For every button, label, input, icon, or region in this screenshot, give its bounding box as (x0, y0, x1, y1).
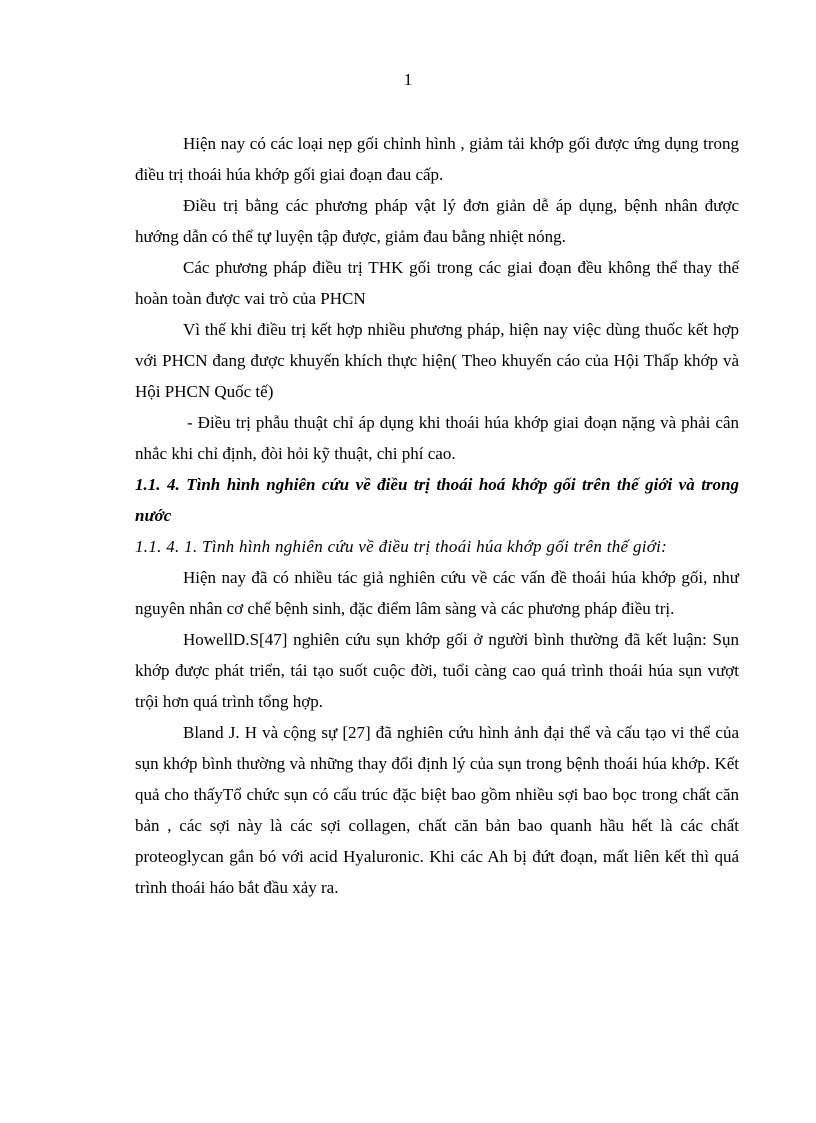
subsection-heading: 1.1. 4. 1. Tình hình nghiên cứu về điều trị thoái húa khớp gối trên thế giới: (135, 537, 668, 556)
paragraph-bland-study: Bland J. H và cộng sự [27] đã nghiên cứu hình ảnh đại thể và cấu tạo vi thể của sụn khớp bình thường và những thay đổi định lý của sụn trong bệnh thoái húa khớp. Kết quả cho thấyTổ chức sụn có cấu trúc đặc biệt bao gồm nhiều sợi bao bọc trong chất căn bản , các sợi này là các sợi collagen, chất căn bản bao quanh hầu hết là các chất proteoglycan gắn bó với acid Hyaluronic. Khi các Ah bị đứt đoạn, mất liên kết thì quá trình thoái háo bắt đầu xảy ra. (135, 723, 739, 897)
paragraph-combined-treatment: Vì thế khi điều trị kết hợp nhiều phương pháp, hiện nay việc dùng thuốc kết hợp với PHCN đang được khuyến khích thực hiện( Theo khuyến cáo của Hội Thấp khớp và Hội PHCN Quốc tế) (135, 320, 739, 401)
page-number: 1 (403, 70, 413, 89)
paragraph-howell-study: HowellD.S[47] nghiên cứu sụn khớp gối ở người bình thường đã kết luận: Sụn khớp được phát triển, tái tạo suốt cuộc đời, tuổi càng cao quá trình thoái húa sụn vượt trội hơn quá trình tổng hợp. (135, 630, 739, 711)
paragraph-research-overview: Hiện nay đã có nhiều tác giả nghiên cứu về các vấn đề thoái húa khớp gối, như nguyên nhân cơ chế bệnh sinh, đặc điểm lâm sàng và các phương pháp điều trị. (135, 568, 739, 618)
paragraph-physical-therapy: Điều trị bằng các phương pháp vật lý đơn giản dễ áp dụng, bệnh nhân được hướng dẫn có thể tự luyện tập được, giảm đau bằng nhiệt nóng. (135, 196, 739, 246)
paragraph-knee-brace: Hiện nay có các loại nẹp gối chỉnh hình , giảm tải khớp gối được ứng dụng trong điều trị thoái húa khớp gối giai đoạn đau cấp. (135, 134, 739, 184)
paragraph-surgery: - Điều trị phẫu thuật chỉ áp dụng khi thoái húa khớp giai đoạn nặng và phải cân nhắc khi chỉ định, đòi hỏi kỹ thuật, chi phí cao. (135, 413, 739, 463)
paragraph-phcn-role: Các phương pháp điều trị THK gối trong các giai đoạn đều không thể thay thế hoàn toàn được vai trò của PHCN (135, 258, 739, 308)
section-heading: 1.1. 4. Tình hình nghiên cứu về điều trị thoái hoá khớp gối trên thế giới và trong nước (135, 475, 739, 525)
document-body (135, 128, 739, 903)
